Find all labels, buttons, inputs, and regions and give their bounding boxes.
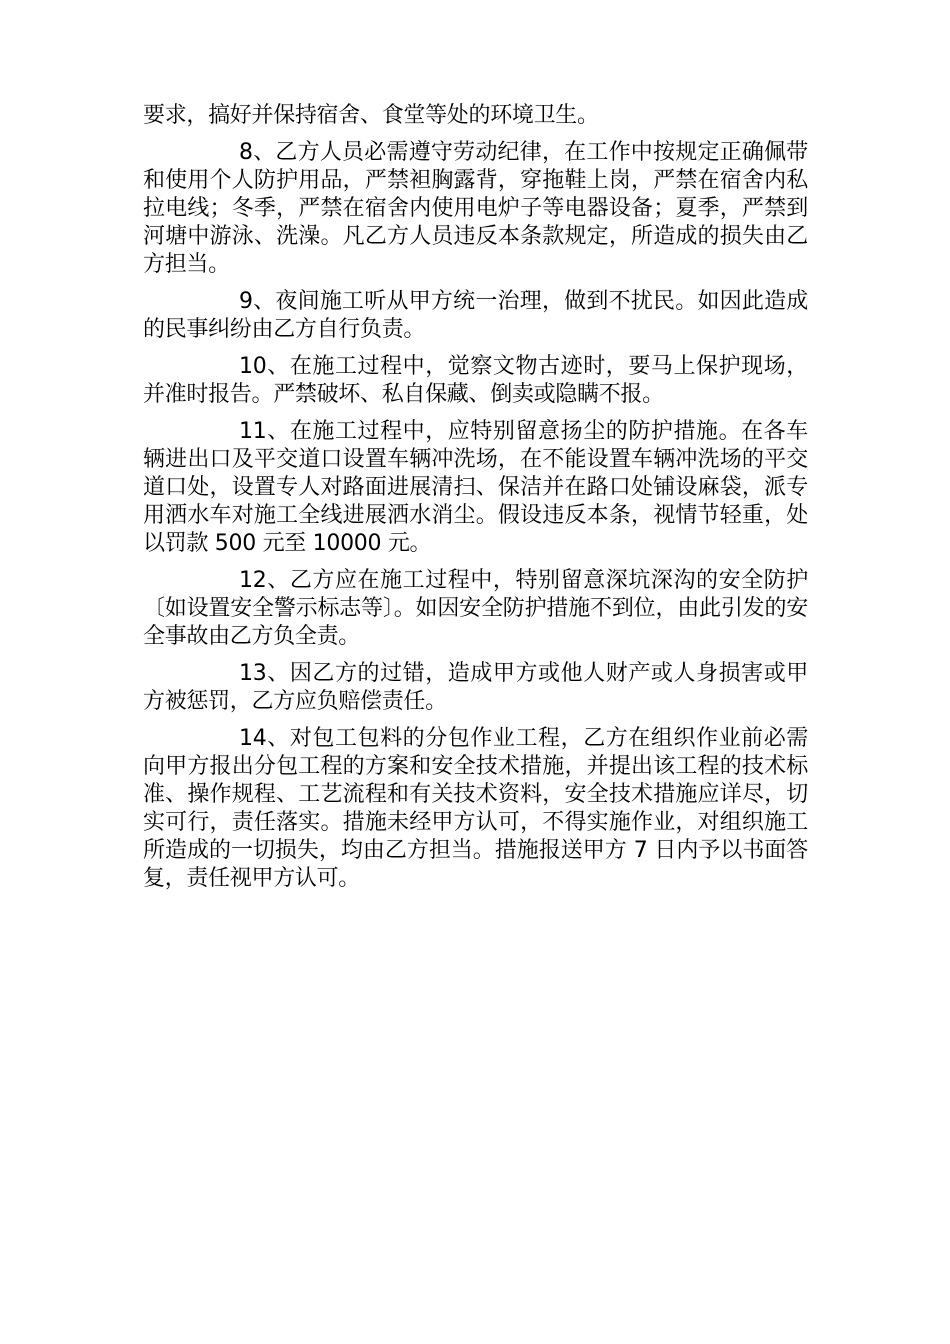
paragraph-continuation: 要求，搞好并保持宿舍、食堂等处的环境卫生。 [143, 103, 599, 128]
paragraph-clause-10: 10、在施工过程中，觉察文物古迹时，要马上保护现场，并准时报告。严禁破坏、私自保藏、倒卖或隐瞒不报。 [143, 354, 808, 407]
paragraph-clause-14: 14、对包工包料的分包作业工程，乙方在组织作业前必需向甲方报出分包工程的方案和安全技术措施，并提出该工程的技术标准、操作规程、工艺流程和有关技术资料，安全技术措施应详尽，切实可行，责任落实。措施未经甲方认可，不得实施作业，对组织施工所造成的一切损失，均由乙方担当。措施报送甲方 7 日内予以书面答复，责任视甲方认可。 [143, 726, 808, 891]
paragraph-clause-9: 9、夜间施工听从甲方统一治理，做到不扰民。如因此造成的民事纠纷由乙方自行负责。 [143, 289, 808, 342]
document-body [143, 102, 808, 902]
paragraph-clause-13: 13、因乙方的过错，造成甲方或他人财产或人身损害或甲方被惩罚，乙方应负赔偿责任。 [143, 661, 808, 714]
paragraph-clause-8: 8、乙方人员必需遵守劳动纪律，在工作中按规定正确佩带和使用个人防护用品，严禁袒胸露背，穿拖鞋上岗，严禁在宿舍内私拉电线；冬季，严禁在宿舍内使用电炉子等电器设备；夏季，严禁到河塘中游泳、洗澡。凡乙方人员违反本条款规定，所造成的损失由乙方担当。 [143, 140, 808, 277]
paragraph-clause-12: 12、乙方应在施工过程中，特别留意深坑深沟的安全防护〔如设置安全警示标志等〕。如因安全防护措施不到位，由此引发的安全事故由乙方负全责。 [143, 568, 808, 649]
paragraph-clause-11: 11、在施工过程中，应特别留意扬尘的防护措施。在各车辆进出口及平交道口设置车辆冲洗场，在不能设置车辆冲洗场的平交道口处，设置专人对路面进展清扫、保洁并在路口处铺设麻袋，派专用洒水车对施工全线进展洒水消尘。假设违反本条，视情节轻重，处以罚款 500 元至 10000 元。 [143, 419, 808, 556]
